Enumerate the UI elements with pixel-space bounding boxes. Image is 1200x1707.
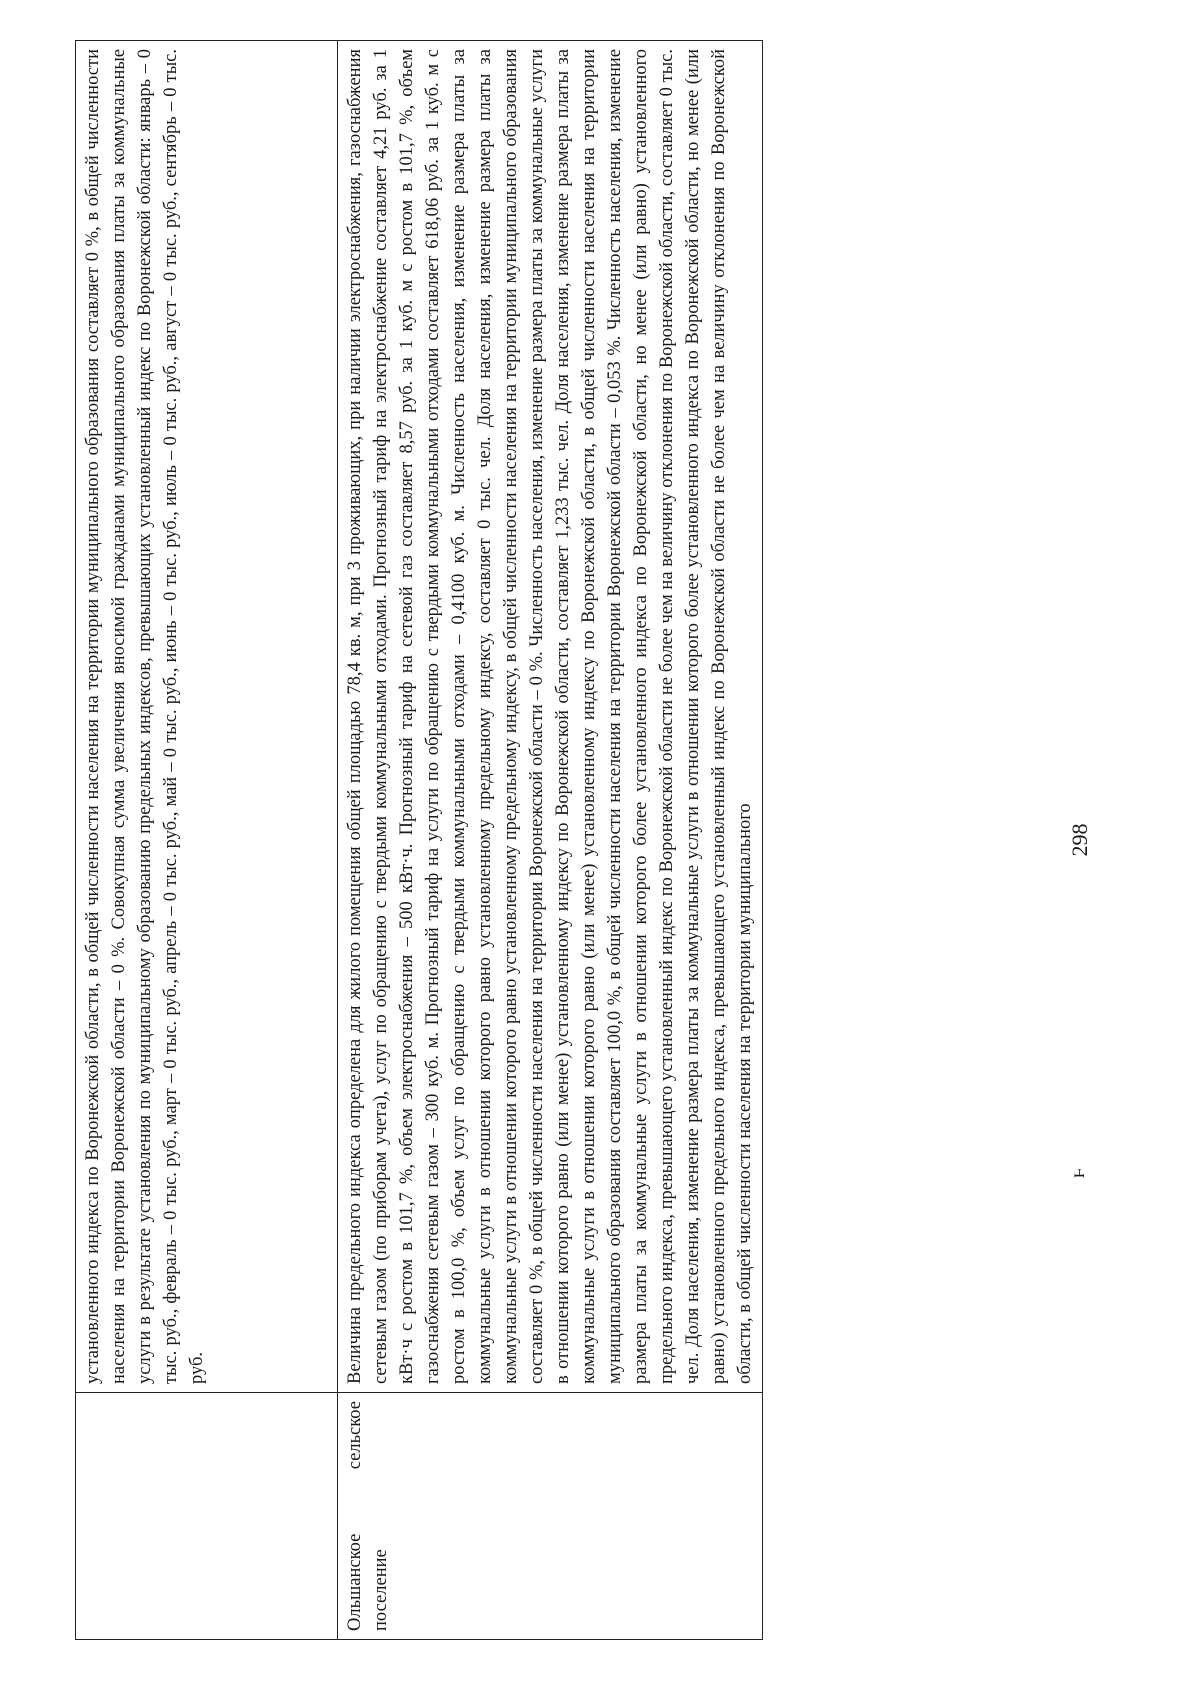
municipality-cell [76,1393,338,1640]
page-number: 298 [1067,823,1092,857]
table-row [76,41,338,1640]
rotated-content [75,40,1115,1640]
municipality-cell: Ольшанское сельское поселение [338,1393,763,1640]
data-table [75,40,763,1640]
description-cell: установленного индекса по Воронежской области, в общей численности населения на территории муниципального образования составляет 0 %, в общей численности населения на территории Воронежской области – 0 %. Совокупная сумма увеличения вносимой гражданами муниципального образования платы за коммунальные услуги в результате установления по муниципальному образованию предельных индексов, превышающих установленный индекс по Воронежской области: январь – 0 тыс. руб., февраль – 0 тыс. руб., март – 0 тыс. руб., апрель – 0 тыс. руб., май – 0 тыс. руб., июнь – 0 тыс. руб., июль – 0 тыс. руб., август – 0 тыс. руб., сентябрь – 0 тыс. руб. [76,41,338,1393]
margin-mark: ⱶ [1067,1167,1089,1178]
table-row [338,41,763,1640]
description-cell: Величина предельного индекса определена для жилого помещения общей площадью 78,4 кв. м, при 3 проживающих, при наличии электроснабжения, газоснабжения сетевым газом (по приборам учета), услуг по обращению с твердыми коммунальными отходами. Прогнозный тариф на электроснабжение составляет 4,21 руб. за 1 кВт·ч с ростом в 101,7 %, объем электроснабжения – 500 кВт·ч. Прогнозный тариф на сетевой газ составляет 8,57 руб. за 1 куб. м с ростом в 101,7 %, объем газоснабжения сетевым газом – 300 куб. м. Прогнозный тариф на услуги по обращению с твердыми коммунальными отходами составляет 618,06 руб. за 1 куб. м с ростом в 100,0 %, объем услуг по обращению с твердыми коммунальными отходами – 0,4100 куб. м. Численность населения, изменение размера платы за коммунальные услуги в отношении которого равно установленному предельному индексу, составляет 0 тыс. чел. Доля населения, изменение размера платы за коммунальные услуги в отношении которого равно установленному предельному индексу, в общей численности населения на территории муниципального образования составляет 0 %, в общей численности населения на территории Воронежской области – 0 %. Численность населения, изменение размера платы за коммунальные услуги в отношении которого равно (или менее) установленному индексу по Воронежской области, составляет 1,233 тыс. чел. Доля населения, изменение размера платы за коммунальные услуги в отношении которого равно (или менее) установленному индексу по Воронежской области, в общей численности населения на территории муниципального образования составляет 100,0 %, в общей численности населения на территории Воронежской области – 0,053 %. Численность населения, изменение размера платы за коммунальные услуги в отношении которого более установленного индекса по Воронежской области, но менее (или равно) установленного предельного индекса, превышающего установленный индекс по Воронежской области не более чем на величину отклонения по Воронежской области, составляет 0 тыс. чел. Доля населения, изменение размера платы за коммунальные услуги в отношении которого более установленного индекса по Воронежской области, но менее (или равно) установленного предельного индекса, превышающего установленный индекс по Воронежской области не более чем на величину отклонения по Воронежской области, в общей численности населения на территории муниципального [338,41,763,1393]
